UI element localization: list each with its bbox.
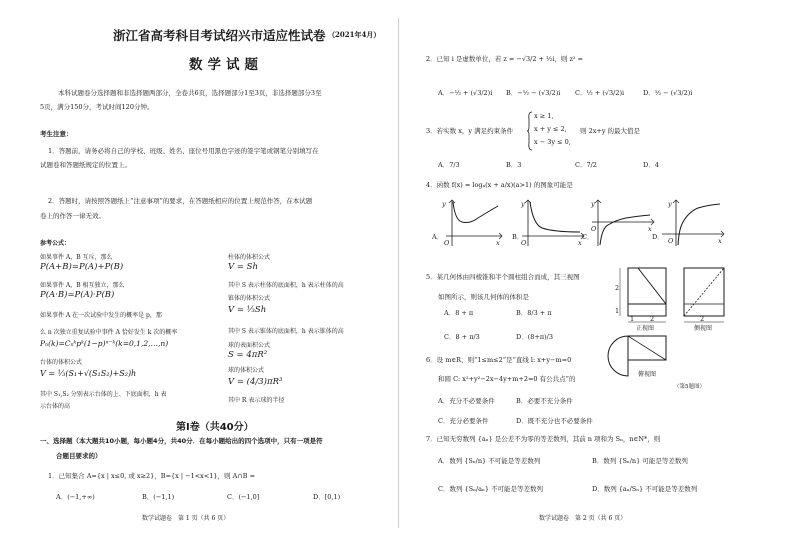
q7-stem: 7．已知无穷数列 {aₙ} 是公差不为零的等差数列，其前 n 项和为 Sₙ，n∈N*，则 xyxy=(426,435,661,443)
q3-stem-tail: 则 2x+y 的最大值是 xyxy=(580,127,641,135)
q7-option-b: B．数列 {Sₙ/n} 可能是等差数列 xyxy=(592,457,688,465)
exam-title: 浙江省高考科目考试绍兴市适应性试卷 xyxy=(113,28,326,43)
intro-line: 5页，满分150分，考试时间120分钟。 xyxy=(40,103,154,111)
notice-heading: 考生注意： xyxy=(40,130,73,138)
q4-graph-b xyxy=(520,198,586,248)
q4-label-a: A． xyxy=(432,233,444,241)
axis-x-label: x xyxy=(578,239,582,247)
q7-option-d: D．数列 {aₙ/Sₙ} 不可能是等差数列 xyxy=(592,485,698,493)
q7-option-a: A．数列 {Sₙ/n} 不可能是等差数列 xyxy=(438,457,541,465)
formula-left: Pₙ(k)=Cₙᵏpᵏ(1−p)ⁿ⁻ᵏ(k=0,1,2,…,n) xyxy=(40,339,169,348)
q5-stem-2: 如图所示，则该几何体的体积是 xyxy=(438,293,529,301)
top-view-label: 俯视图 xyxy=(638,371,657,378)
formula-left: 如果事件 A，B 相互独立，那么 xyxy=(40,282,125,289)
q6-stem: 6．设 m∈R，则“1≤m≤2”是“直线 l: x+y−m=0 xyxy=(426,356,572,364)
q5-option-d: D．(8+π)/3 xyxy=(516,333,553,341)
q3-option-b: B．3 xyxy=(506,161,522,169)
dim-label: 1 xyxy=(630,315,635,323)
axis-y-label: y xyxy=(591,200,595,208)
q3-option-a: A．7/3 xyxy=(438,161,460,169)
dim-label: 2 xyxy=(650,315,655,323)
origin-label: O xyxy=(444,239,450,247)
q3-brace xyxy=(527,111,533,151)
figure-caption: （第5题图） xyxy=(674,384,705,390)
axis-x-label: x xyxy=(496,239,500,247)
notice-line: 卷上的作答一律无效。 xyxy=(40,212,105,220)
intro-line: 本科试题卷分选择题和非选择题两部分，全卷共6页，选择题部分1至3页，非选择题部分3至 xyxy=(58,89,322,97)
formula-right: V = Sh xyxy=(228,262,258,272)
formula-right: 其中 R 表示球的半径 xyxy=(228,397,285,404)
q2-option-c: C．½ + (√3/2)i xyxy=(575,89,625,97)
q2-option-a: A．−½ + (√3/2)i xyxy=(438,89,493,97)
formula-left: 如果事件 A，B 互斥，那么 xyxy=(40,254,113,261)
q1-option-d: D．[0,1) xyxy=(313,493,341,501)
q3-constraint: x ≥ 1, xyxy=(534,112,554,120)
q3-option-c: C．7/2 xyxy=(575,161,597,169)
formula-heading: 参考公式： xyxy=(40,240,71,247)
front-view-label: 正视图 xyxy=(636,325,655,332)
origin-label: O xyxy=(668,237,674,245)
formula-left: 示台体的高 xyxy=(40,403,71,410)
formula-right: 柱体的体积公式 xyxy=(228,254,271,261)
formula-right: 球的体积公式 xyxy=(228,367,265,374)
q5-three-views xyxy=(614,264,734,396)
q3-constraint: x + y ≤ 2, xyxy=(534,125,567,133)
q1-stem: 1．已知集合 A={x | x≤0, 或 x≥2}，B={x | −1<x<1}，则 A∩B = xyxy=(48,472,256,480)
formula-right: 其中 S 表示锥体的底面积，h 表示锥体的高 xyxy=(228,328,344,335)
section-heading: 一、选择题（本大题共10小题，每小题4分，共40分．在每小题给出的四个选项中，只有一项是符 xyxy=(40,437,323,445)
formula-right: V = (4/3)πR³ xyxy=(228,377,283,387)
formula-left: P(A+B)=P(A)+P(B) xyxy=(40,262,124,272)
q2-option-d: D．½ − (√3/2)i xyxy=(643,89,693,97)
formula-left: 其中 S₁,S₂ 分别表示台体的上、下底面积，h 表 xyxy=(40,391,167,398)
notice-line: 2．答题时，请按照答题纸上“注意事项”的要求，在答题纸相应的位置上规范作答，在本试题 xyxy=(48,197,313,205)
q1-option-c: C．(−1,0] xyxy=(227,493,260,501)
q2-stem: 2．已知 i 是虚数单位，若 z = −√3/2 + ½i，则 z² = xyxy=(426,55,584,63)
q6-option-b: B．必要不充分条件 xyxy=(516,397,573,405)
q5-stem: 5．某几何体由四棱锥和半个圆柱组合而成，其三视图 xyxy=(426,273,580,281)
formula-left: V = ⅓(S₁+√(S₁S₂)+S₂)h xyxy=(40,369,137,378)
formula-right: S = 4πR² xyxy=(228,350,268,360)
origin-label: O xyxy=(521,239,527,247)
q1-option-b: B．(−1,1) xyxy=(142,493,175,501)
notice-line: 1．答题前，请务必将自己的学校、班级、姓名、座位号用黑色字迹的签字笔或钢笔分别填写在 xyxy=(48,147,319,155)
axis-y-label: y xyxy=(521,200,525,208)
q3-option-d: D．4 xyxy=(643,161,659,169)
q6-option-a: A．充分不必要条件 xyxy=(438,397,495,405)
formula-right: 锥体的体积公式 xyxy=(228,295,271,302)
q4-label-d: D． xyxy=(652,233,664,241)
dim-label: 1 xyxy=(615,307,620,315)
q6-stem-2: 和圆 C: x²+y²−2x−4y+m+2=0 有公共点”的 xyxy=(438,375,576,383)
q3-stem: 3．若实数 x，y 满足约束条件 xyxy=(426,127,514,135)
q4-graph-c xyxy=(590,198,656,248)
q3-constraint: x − 3y ≤ 0, xyxy=(534,138,571,146)
volume-title: 第Ⅰ卷（共40分） xyxy=(176,422,254,433)
q5-option-a: A．8 + π xyxy=(444,309,474,317)
q4-label-b: B． xyxy=(512,233,524,241)
side-view-label: 侧视图 xyxy=(694,325,713,332)
q6-option-d: D．既不充分也不必要条件 xyxy=(516,417,593,425)
q4-stem: 4．函数 f(x) = logₐ(x + a/x)(a>1) 的图象可能是 xyxy=(426,181,573,189)
origin-label: O xyxy=(591,225,597,233)
q2-option-b: B．−½ − (√3/2)i xyxy=(506,89,561,97)
dim-label: 2 xyxy=(700,315,705,323)
exam-date: （2021年4月） xyxy=(328,30,381,39)
notice-line: 试题卷和答题纸规定的位置上。 xyxy=(40,161,131,169)
q5-option-c: C．8 + π/3 xyxy=(444,333,480,341)
formula-left: 如果事件 A 在一次试验中发生的概率是 p，那 xyxy=(40,312,162,319)
formula-left: P(A·B)=P(A)·P(B) xyxy=(40,290,115,300)
q6-option-c: C．充分必要条件 xyxy=(438,417,489,425)
dim-label: 2 xyxy=(615,284,620,292)
formula-left: 么 n 次独立重复试验中事件 A 恰好发生 k 次的概率 xyxy=(40,329,178,336)
q1-option-a: A．(−1,+∞) xyxy=(56,493,95,501)
q7-option-c: C．数列 {Sₙ/aₙ} 不可能是等差数列 xyxy=(438,485,544,493)
section-heading: 合题目要求的） xyxy=(56,452,102,460)
formula-right: V = ⅓Sh xyxy=(228,305,267,315)
formula-right: 球的表面积公式 xyxy=(228,342,271,349)
axis-x-label: x xyxy=(718,237,722,245)
page-divider xyxy=(398,18,399,528)
axis-x-label: x xyxy=(648,225,652,233)
page-footer: 数学试题卷 第 1 页（共 6 页） xyxy=(142,515,230,522)
page-footer: 数学试题卷 第 2 页（共 6 页） xyxy=(539,515,627,522)
q4-graph-a xyxy=(438,198,504,248)
q5-option-b: B．8/3 + π xyxy=(516,309,552,317)
q4-label-c: C． xyxy=(582,233,594,241)
axis-y-label: y xyxy=(442,200,446,208)
formula-right: 其中 S 表示柱体的底面积，h 表示柱体的高 xyxy=(228,282,344,289)
subject-title: 数学试题 xyxy=(189,57,263,73)
axis-y-label: y xyxy=(668,200,672,208)
q4-graph-d xyxy=(660,198,726,248)
formula-left: 台体的体积公式 xyxy=(40,359,83,366)
